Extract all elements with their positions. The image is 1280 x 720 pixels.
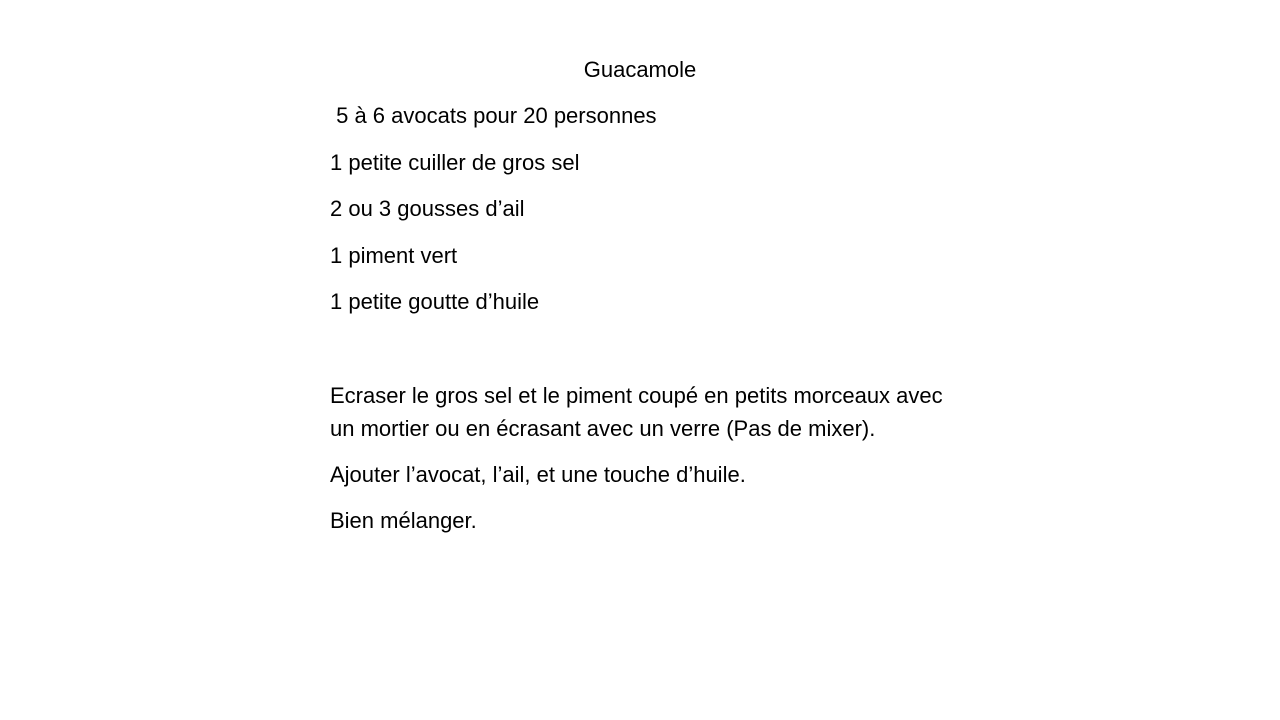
ingredient-item: 1 petite goutte d’huile: [330, 289, 540, 314]
instruction-step: Ajouter l’avocat, l’ail, et une touche d’huile.: [330, 462, 746, 487]
recipe-title: Guacamole: [583, 57, 697, 82]
ingredient-item: 5 à 6 avocats pour 20 personnes: [330, 103, 657, 128]
ingredient-item: 2 ou 3 gousses d’ail: [330, 196, 525, 221]
ingredient-item: 1 petite cuiller de gros sel: [330, 149, 580, 175]
ingredient-list: [330, 101, 970, 334]
ingredient-item: 1 piment vert: [330, 242, 458, 268]
instruction-step: Bien mélanger.: [330, 508, 477, 533]
instructions: [330, 379, 970, 550]
instruction-step: Ecraser le gros sel et le piment coupé en petits morceaux avec un mortier ou en écrasant avec un verre (Pas de mixer).: [330, 383, 943, 441]
